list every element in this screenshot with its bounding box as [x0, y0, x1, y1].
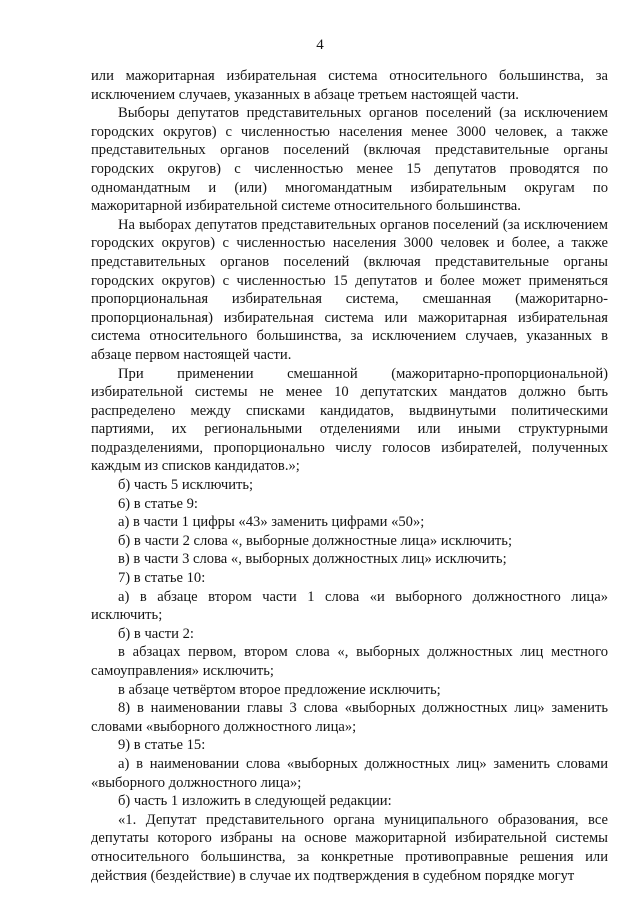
- paragraph: б) часть 1 изложить в следующей редакции:: [118, 793, 392, 810]
- paragraph: б) в части 2:: [118, 625, 194, 642]
- paragraph: или мажоритарная избирательная система относительного большинства, за исключением случаев, указанных в абзаце третьем настоящей части.: [91, 68, 608, 103]
- paragraph: б) в части 2 слова «, выборные должностные лица» исключить;: [118, 532, 513, 549]
- paragraph: в) в части 3 слова «, выборных должностных лиц» исключить;: [118, 551, 507, 568]
- paragraph: 7) в статье 10:: [118, 570, 206, 587]
- paragraph: 9) в статье 15:: [118, 737, 206, 754]
- paragraph: в абзаце четвёртом второе предложение исключить;: [118, 681, 441, 698]
- paragraph: «1. Депутат представительного органа муниципального образования, все депутаты которого избраны на основе мажоритарной избирательной системы относительного большинства, за конкретные противоправные решения или действия (бездействие) в случае их подтверждения в судебном порядке могут: [91, 811, 608, 884]
- paragraph: Выборы депутатов представительных органов поселений (за исключением городских округов) с численностью населения менее 3000 человек, а также представительных органов поселений (включая представительные органы городских округов) с численностью менее 15 депутатов проводятся по одномандатным и (или) многомандатным избирательным округам по мажоритарной избирательной системе относительного большинства.: [91, 105, 608, 215]
- paragraph: а) в абзаце втором части 1 слова «и выборного должностного лица» исключить;: [91, 588, 608, 624]
- document-body: [91, 67, 608, 885]
- page-number: 4: [316, 37, 324, 53]
- paragraph: На выборах депутатов представительных органов поселений (за исключением городских округов) с численностью населения 3000 человек и более, а также представительных органов поселений (включая представительные органы городских округов) с численностью 15 депутатов и более может применяться пропорциональная избирательная система, смешанная (мажоритарно-пропорциональная) избирательная система или мажоритарная избирательная система относительного большинства, за исключением случаев, указанных в абзаце первом настоящей части.: [91, 216, 608, 363]
- paragraph: б) часть 5 исключить;: [118, 477, 254, 494]
- paragraph: 6) в статье 9:: [118, 495, 198, 512]
- paragraph: а) в части 1 цифры «43» заменить цифрами «50»;: [118, 514, 425, 531]
- paragraph: При применении смешанной (мажоритарно-пропорциональной) избирательной системы не менее 10 депутатских мандатов должно быть распределено между списками кандидатов, выдвинутыми политическими партиями, их региональными отделениями или иными структурными подразделениями, пропорционально числу голосов избирателей, полученных каждым из списков кандидатов.»;: [91, 365, 608, 475]
- paragraph: 8) в наименовании главы 3 слова «выборных должностных лиц» заменить словами «выборного должностного лица»;: [91, 700, 608, 735]
- paragraph: в абзацах первом, втором слова «, выборных должностных лиц местного самоуправления» исключить;: [91, 644, 608, 679]
- paragraph: а) в наименовании слова «выборных должностных лиц» заменить словами «выборного должностного лица»;: [91, 755, 608, 791]
